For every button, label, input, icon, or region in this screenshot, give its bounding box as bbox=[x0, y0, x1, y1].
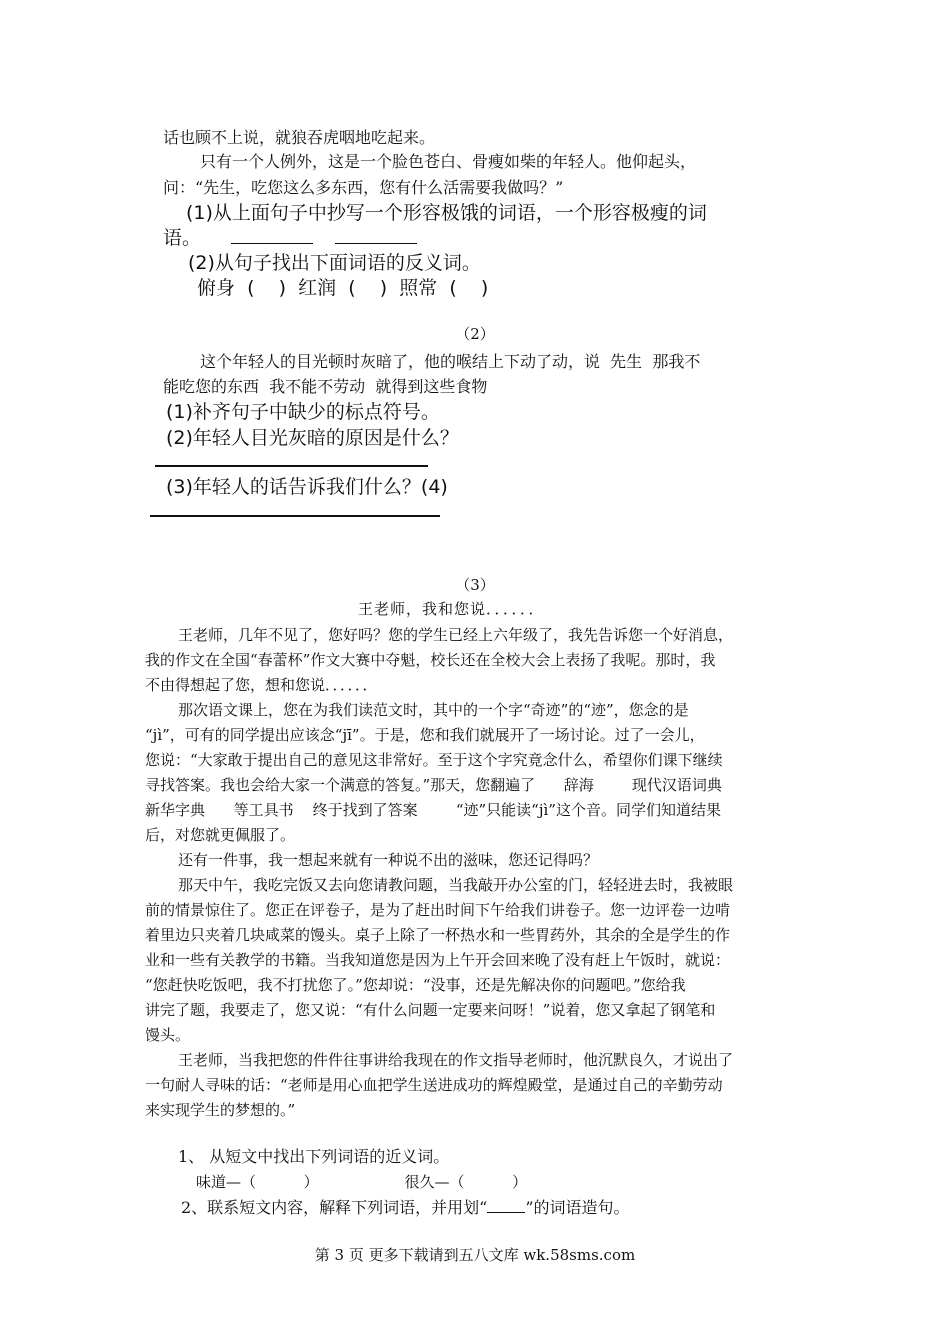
answer-blank[interactable] bbox=[335, 243, 417, 244]
question-1: (1)补齐句子中缺少的标点符号。 bbox=[166, 401, 440, 423]
article-line: 来实现学生的梦想的。” bbox=[145, 1101, 296, 1119]
question-2: (2)从句子找出下面词语的反义词。 bbox=[188, 252, 481, 274]
article-line: 我的作文在全国“春蕾杯”作文大赛中夺魁，校长还在全校大会上表扬了我呢。那时，我 bbox=[145, 651, 716, 669]
question-2-text-before: 2、联系短文内容，解释下列词语，并用划“ bbox=[181, 1198, 488, 1217]
question-2: (2)年轻人目光灰暗的原因是什么？ bbox=[166, 427, 459, 449]
passage-line: 问：“先生，吃您这么多东西，您有什么活需要我做吗？” bbox=[163, 178, 564, 197]
article-line: 前的情景惊住了。您正在评卷子，是为了赶出时间下午给我们讲卷子。您一边评卷一边啃 bbox=[145, 901, 731, 919]
question-2-items: 俯身 ( ) 红润 ( ) 照常 ( ) bbox=[197, 277, 489, 299]
article-line: 讲完了题，我要走了，您又说：“有什么问题一定要来问呀！”说着，您又拿起了钢笔和 bbox=[145, 1001, 716, 1019]
question-1-text: 语。 bbox=[163, 227, 202, 249]
section-heading: （2） bbox=[455, 325, 495, 343]
article-line: “jì”，可有的同学提出应该念“jī”。于是，您和我们就展开了一场讨论。过了一会儿， bbox=[145, 726, 705, 744]
passage-line: 这个年轻人的目光顿时灰暗了，他的喉结上下动了动，说 先生 那我不 bbox=[200, 352, 701, 371]
article-line: 王老师，当我把您的件件往事讲给我现在的作文指导老师时，他沉默良久，才说出了 bbox=[178, 1051, 734, 1069]
question-1: 1、 从短文中找出下列词语的近义词。 bbox=[178, 1147, 450, 1166]
answer-line[interactable] bbox=[155, 465, 428, 467]
article-line: 后，对您就更佩服了。 bbox=[145, 826, 296, 844]
section-heading: （3） bbox=[455, 576, 495, 594]
article-line: 新华字典 等工具书 终于找到了答案 “迹”只能读“jì”这个音。同学们知道结果 bbox=[145, 801, 721, 819]
page-footer: 第 3 页 更多下载请到五八文库 wk.58sms.com bbox=[314, 1246, 636, 1264]
article-line: 您说：“大家敢于提出自己的意见这非常好。至于这个字究竟念什么，希望你们课下继续 bbox=[145, 751, 723, 769]
question-1-items: 味道—（ ） 很久—（ ） bbox=[196, 1173, 528, 1191]
article-line: 着里边只夹着几块咸菜的馒头。桌子上除了一杯热水和一些胃药外，其余的全是学生的作 bbox=[145, 926, 731, 944]
question-1-line1: (1)从上面句子中抄写一个形容极饿的词语，一个形容极瘦的词 bbox=[186, 202, 707, 224]
answer-blank[interactable] bbox=[231, 243, 313, 244]
article-line: 馒头。 bbox=[145, 1026, 191, 1044]
article-line: 寻找答案。我也会给大家一个满意的答复。”那天，您翻遍了 辞海 现代汉语词典 bbox=[145, 776, 722, 794]
article-line: 一句耐人寻味的话：“老师是用心血把学生送进成功的辉煌殿堂，是通过自己的辛勤劳动 bbox=[145, 1076, 723, 1094]
question-2-text-after: ”的词语造句。 bbox=[525, 1198, 630, 1217]
article-line: 还有一件事，我一想起来就有一种说不出的滋味，您还记得吗？ bbox=[178, 851, 599, 869]
article-title: 王老师，我和您说．．．．．． bbox=[358, 600, 545, 618]
passage-line: 话也顾不上说，就狼吞虎咽地吃起来。 bbox=[163, 128, 436, 147]
passage-line: 只有一个人例外，这是一个脸色苍白、骨瘦如柴的年轻人。他仰起头， bbox=[200, 152, 697, 171]
article-line: “您赶快吃饭吧，我不打扰您了。”您却说：“没事，还是先解决你的问题吧。”您给我 bbox=[145, 976, 686, 994]
article-line: 那天中午，我吃完饭又去向您请教问题，当我敲开办公室的门，轻轻进去时，我被眼 bbox=[178, 876, 734, 894]
article-line: 那次语文课上，您在为我们读范文时，其中的一个字“奇迹”的“迹”，您念的是 bbox=[178, 701, 689, 719]
answer-line[interactable] bbox=[150, 515, 440, 517]
article-line: 王老师，几年不见了，您好吗？您的学生已经上六年级了，我先告诉您一个好消息， bbox=[178, 626, 734, 644]
question-2 bbox=[181, 1196, 630, 1220]
article-line: 业和一些有关教学的书籍。当我知道您是因为上午开会回来晚了没有赶上午饭时，就说： bbox=[145, 951, 731, 969]
question-3: (3)年轻人的话告诉我们什么？(4) bbox=[166, 476, 448, 498]
passage-line: 能吃您的东西 我不能不劳动 就得到这些食物 bbox=[163, 377, 488, 396]
underline-sample bbox=[487, 1212, 525, 1213]
question-1-line2 bbox=[163, 225, 417, 251]
article-line: 不由得想起了您，想和您说．．．．．． bbox=[145, 676, 378, 694]
